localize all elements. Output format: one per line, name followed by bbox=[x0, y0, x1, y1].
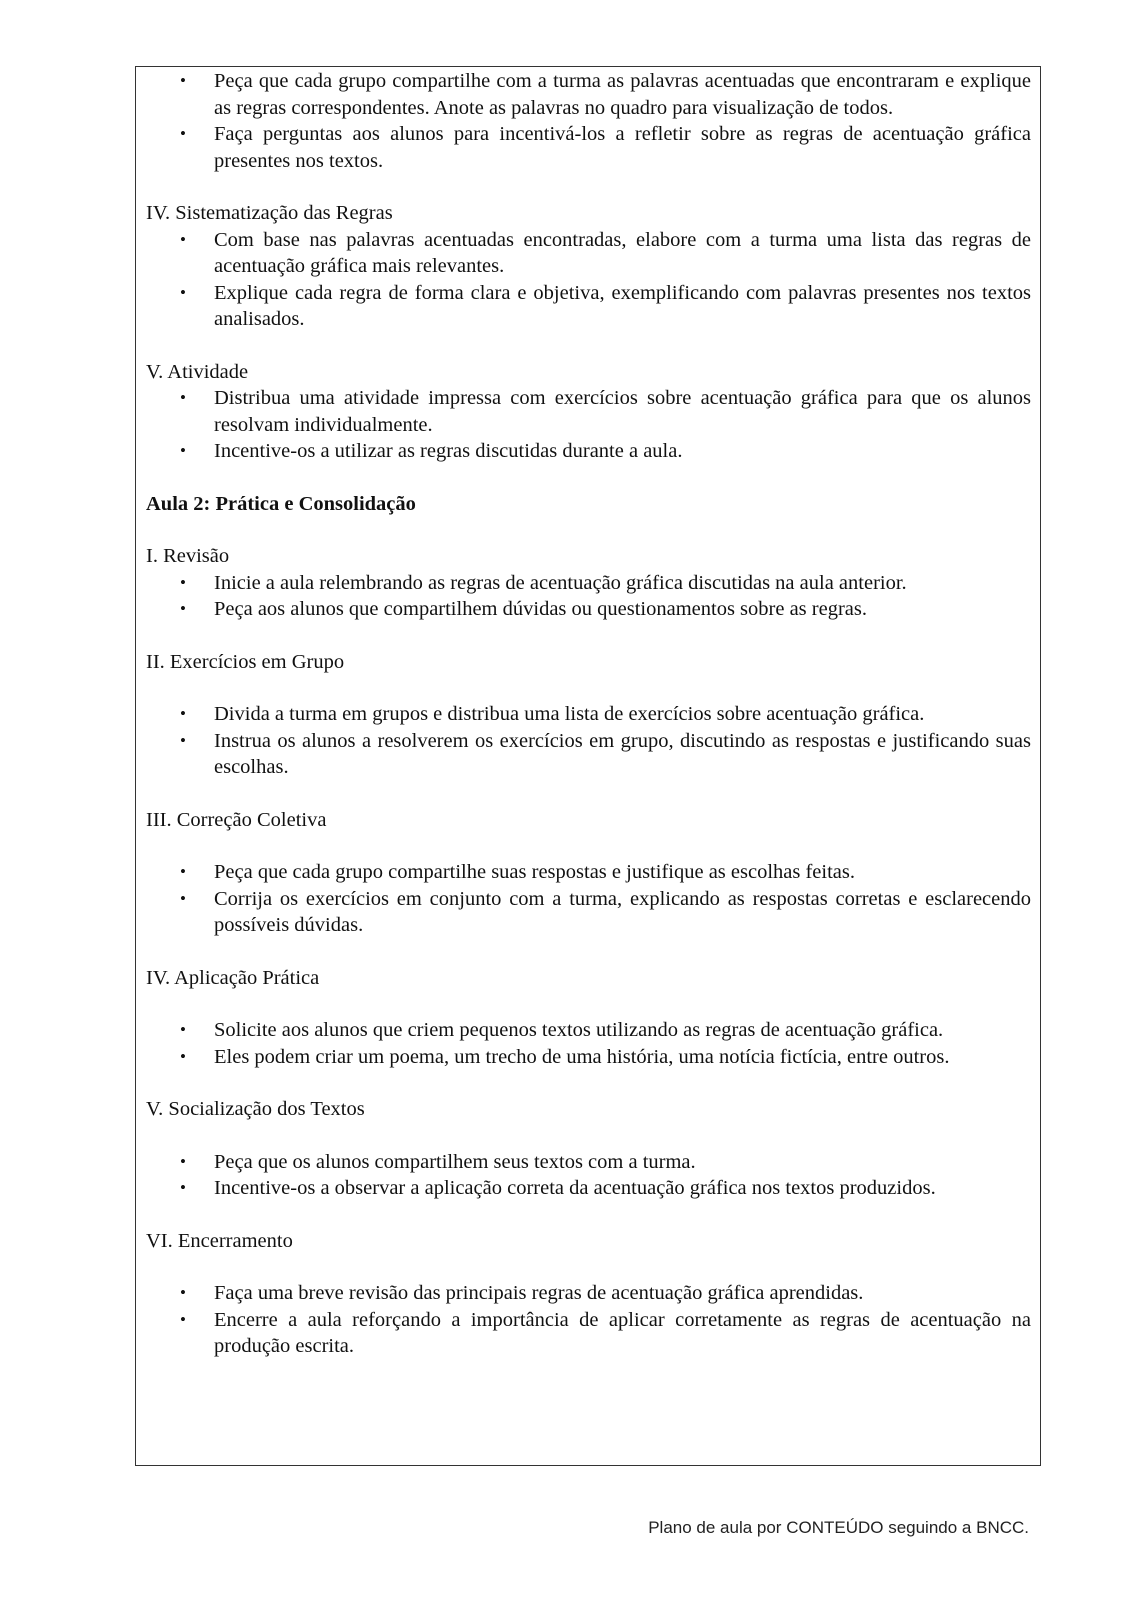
section-heading: IV. Sistematização das Regras bbox=[146, 202, 393, 224]
bullet-icon: • bbox=[180, 1151, 186, 1171]
list-item bbox=[146, 68, 1031, 121]
bullet-icon: • bbox=[180, 704, 186, 723]
section-socializacao-dos-textos bbox=[146, 1096, 1031, 1202]
list-item bbox=[146, 1280, 1031, 1307]
section-atividade bbox=[146, 359, 1031, 465]
list-item-text: Instrua os alunos a resolverem os exercícios em grupo, discutindo as respostas e justificando suas escolhas. bbox=[214, 729, 1031, 778]
bullet-list bbox=[146, 1280, 1031, 1360]
section-sistematizacao bbox=[146, 200, 1031, 333]
section-aplicacao-pratica bbox=[146, 965, 1031, 1071]
list-item bbox=[146, 570, 1031, 597]
bullet-icon: • bbox=[180, 1283, 186, 1302]
list-item-text: Encerre a aula reforçando a importância de aplicar corretamente as regras de acentuação na produção escrita. bbox=[214, 1308, 1031, 1357]
list-item-text: Peça que cada grupo compartilhe suas respostas e justifique as escolhas feitas. bbox=[214, 861, 855, 883]
list-item bbox=[146, 1307, 1031, 1360]
bullet-icon: • bbox=[180, 862, 186, 881]
bullet-icon: • bbox=[180, 124, 186, 143]
bullet-icon: • bbox=[180, 282, 186, 302]
section-heading: II. Exercícios em Grupo bbox=[146, 650, 345, 673]
section-encerramento bbox=[146, 1228, 1031, 1360]
list-item-text: Eles podem criar um poema, um trecho de uma história, uma notícia fictícia, entre outros. bbox=[214, 1045, 950, 1068]
list-item-text: Incentive-os a utilizar as regras discutidas durante a aula. bbox=[214, 440, 683, 462]
list-item-text: Distribua uma atividade impressa com exercícios sobre acentuação gráfica para que os alunos resolvam individualmente. bbox=[214, 387, 1031, 436]
list-item bbox=[146, 438, 1031, 465]
section-heading: III. Correção Coletiva bbox=[146, 808, 327, 831]
bullet-icon: • bbox=[180, 1046, 186, 1066]
bullet-list bbox=[146, 385, 1031, 465]
bullet-list bbox=[146, 701, 1031, 781]
section-revisao bbox=[146, 543, 1031, 623]
section-heading: I. Revisão bbox=[146, 545, 230, 567]
list-item bbox=[146, 1017, 1031, 1044]
list-item-text: Faça perguntas aos alunos para incentivá-los a refletir sobre as regras de acentuação gráfica presentes nos textos. bbox=[214, 123, 1031, 172]
bullet-icon: • bbox=[180, 229, 186, 249]
bullet-list bbox=[146, 1017, 1031, 1070]
list-item-text: Peça que cada grupo compartilhe com a turma as palavras acentuadas que encontraram e explique as regras correspondentes. Anote as palavras no quadro para visualização de todos. bbox=[214, 70, 1031, 119]
list-item-text: Divida a turma em grupos e distribua uma lista de exercícios sobre acentuação gráfica. bbox=[214, 703, 925, 725]
bullet-icon: • bbox=[180, 1178, 186, 1197]
section-exercicios-em-grupo bbox=[146, 649, 1031, 781]
list-item-text: Peça aos alunos que compartilhem dúvidas ou questionamentos sobre as regras. bbox=[214, 598, 867, 620]
list-item-text: Com base nas palavras acentuadas encontradas, elabore com a turma uma lista das regras de acentuação gráfica mais relevantes. bbox=[214, 228, 1031, 277]
list-item-text: Inicie a aula relembrando as regras de acentuação gráfica discutidas na aula anterior. bbox=[214, 571, 907, 594]
section-heading: IV. Aplicação Prática bbox=[146, 966, 320, 989]
list-item bbox=[146, 1044, 1031, 1071]
list-item bbox=[146, 596, 1031, 623]
bullet-icon: • bbox=[180, 888, 186, 908]
continued-section bbox=[146, 68, 1031, 174]
bullet-list bbox=[146, 570, 1031, 623]
page-footer: Plano de aula por CONTEÚDO seguindo a BNCC. bbox=[648, 1518, 1029, 1537]
section-heading: V. Socialização dos Textos bbox=[146, 1098, 365, 1120]
bullet-icon: • bbox=[180, 572, 186, 592]
list-item bbox=[146, 227, 1031, 280]
bullet-icon: • bbox=[180, 71, 186, 90]
list-item-text: Corrija os exercícios em conjunto com a turma, explicando as respostas corretas e esclarecendo possíveis dúvidas. bbox=[214, 887, 1031, 936]
list-item-text: Faça uma breve revisão das principais regras de acentuação gráfica aprendidas. bbox=[214, 1282, 864, 1304]
list-item-text: Incentive-os a observar a aplicação correta da acentuação gráfica nos textos produzidos. bbox=[214, 1177, 936, 1199]
bullet-icon: • bbox=[180, 730, 186, 750]
list-item bbox=[146, 728, 1031, 781]
section-heading: VI. Encerramento bbox=[146, 1229, 293, 1252]
list-item-text: Peça que os alunos compartilhem seus textos com a turma. bbox=[214, 1150, 696, 1173]
list-item bbox=[146, 1175, 1031, 1202]
list-item bbox=[146, 886, 1031, 939]
list-item bbox=[146, 121, 1031, 174]
list-item bbox=[146, 1149, 1031, 1176]
list-item bbox=[146, 385, 1031, 438]
bullet-icon: • bbox=[180, 388, 186, 407]
bullet-list bbox=[146, 227, 1031, 333]
bullet-list bbox=[146, 859, 1031, 939]
document-content bbox=[146, 68, 1031, 1386]
bullet-icon: • bbox=[180, 441, 186, 460]
section-correcao-coletiva bbox=[146, 807, 1031, 939]
lesson-2-title: Aula 2: Prática e Consolidação bbox=[146, 492, 416, 515]
bullet-list bbox=[146, 1149, 1031, 1202]
list-item bbox=[146, 859, 1031, 886]
bullet-icon: • bbox=[180, 599, 186, 618]
list-item-text: Solicite aos alunos que criem pequenos textos utilizando as regras de acentuação gráfica. bbox=[214, 1019, 944, 1041]
bullet-icon: • bbox=[180, 1020, 186, 1039]
list-item bbox=[146, 701, 1031, 728]
list-item-text: Explique cada regra de forma clara e objetiva, exemplificando com palavras presentes nos textos analisados. bbox=[214, 281, 1031, 330]
bullet-icon: • bbox=[180, 1309, 186, 1329]
section-heading: V. Atividade bbox=[146, 360, 249, 383]
continued-bullet-list bbox=[146, 68, 1031, 174]
list-item bbox=[146, 280, 1031, 333]
